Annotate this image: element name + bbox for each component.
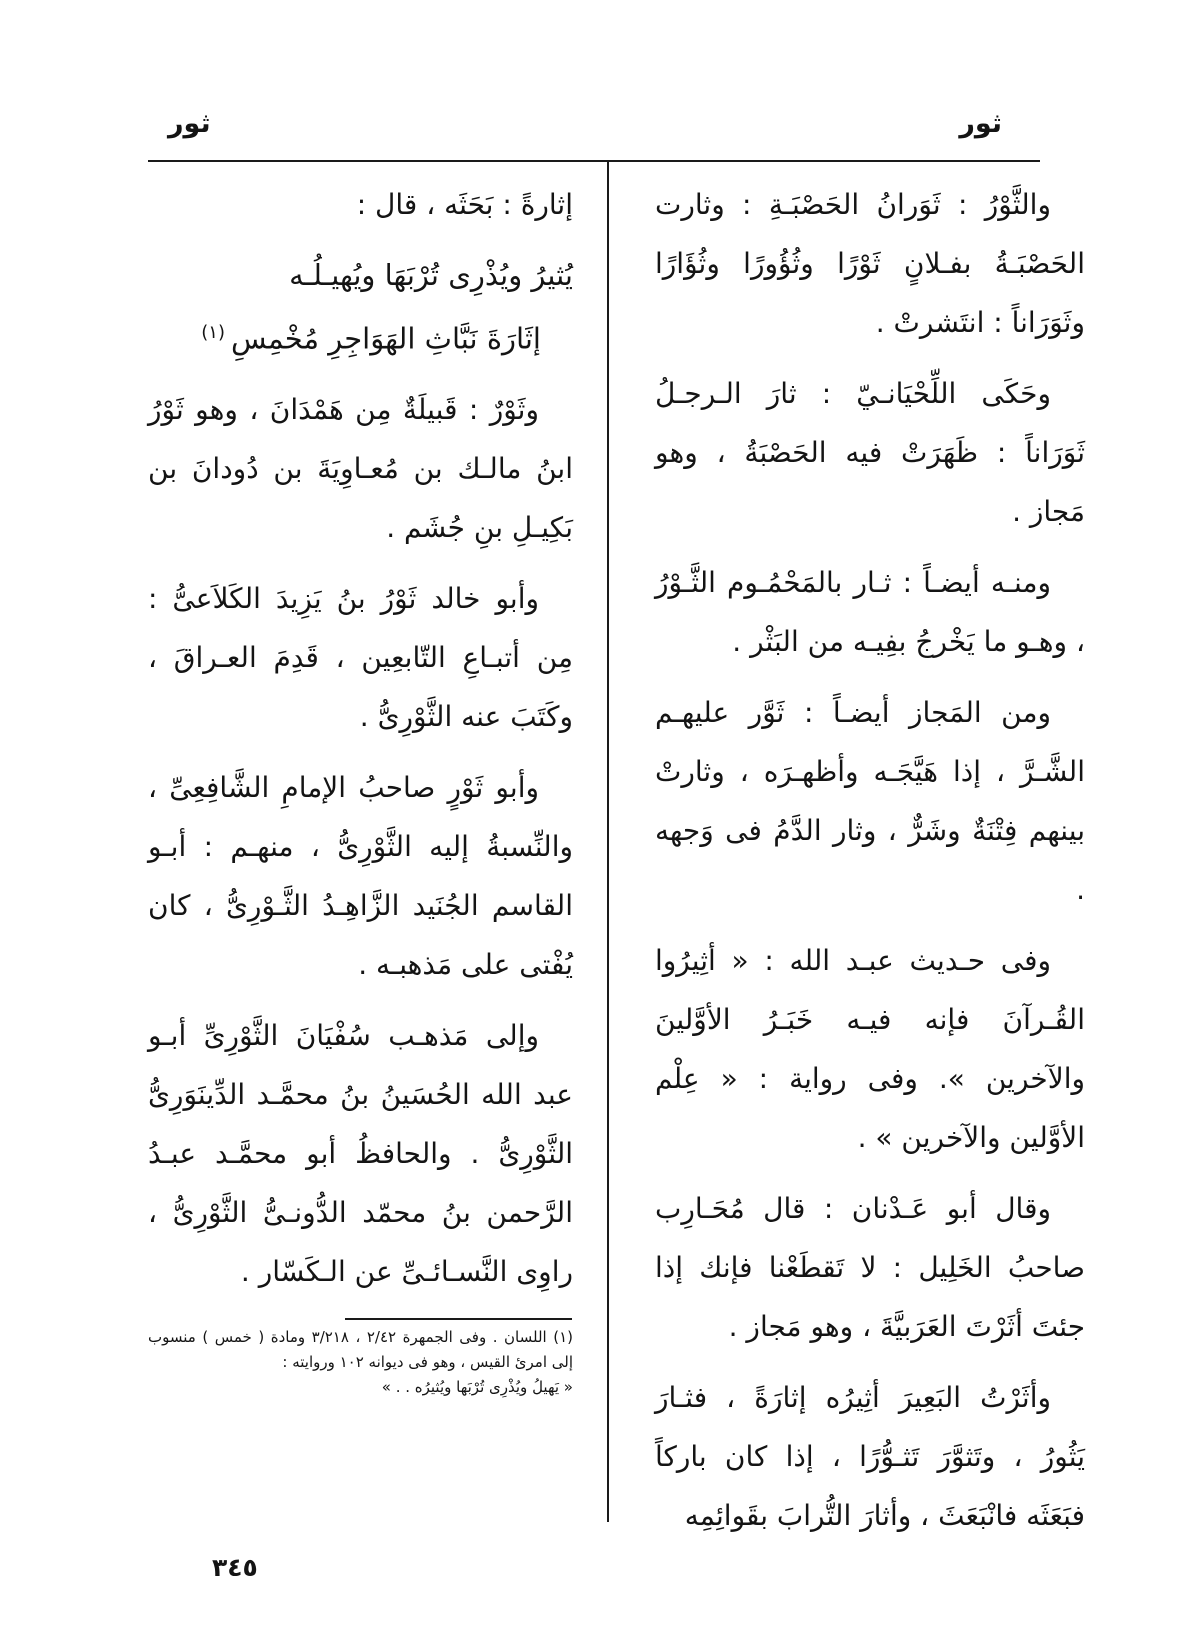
entry-paragraph: وإلى مَذهـب سُفْيَانَ الثَّوْرِىِّ أبـو عبد الله الحُسَينُ بنُ محمَّـد الدِّينَوَرِىُّ الثَّوْرِىُّ . والحافظُ أبو محمَّـد عبـدُ الرَّحمن بنُ محمّد الدُّونـىُّ الثَّوْرِىُّ ، راوِى النَّسـائـىِّ عن الـكَسّار .	[148, 1018, 573, 1288]
column-divider	[607, 161, 609, 1522]
running-header-right: ثور	[959, 108, 1002, 139]
left-column	[148, 175, 573, 1313]
footnote-marker: (١)	[201, 322, 225, 343]
footnote-rule	[345, 1318, 572, 1320]
entry-paragraph: وأثَرْتُ البَعِيرَ أثِيرُه إثارَةً ، فثـارَ يَثُورُ ، وتَثوَّرَ تَثـوُّرًا ، إذا كان باركاً فبَعَثَه فانْبَعَثَ ، وأثارَ التُّرابَ بقَوائِمِه	[655, 1381, 1085, 1532]
entry-paragraph: والثَّوْرُ : ثَوَرانُ الحَصْبَـةِ : وثارت الحَصْبَـةُ بفـلانٍ ثَوْرًا وثُؤُورًا وثُؤَارًا وثَوَرَاناً : انتَشرتْ .	[655, 188, 1085, 339]
page-number: ٣٤٥	[212, 1553, 258, 1582]
entry-paragraph: وأبو ثَوْرٍ صاحبُ الإمامِ الشَّافِعِىِّ ، والنِّسبةُ إليه الثَّوْرِىُّ ، منهـم : أبـو القاسم الجُنَيد الزَّاهِـدُ الثَّـوْرِىُّ ، كان يُفْتى على مَذهبـه .	[148, 770, 573, 981]
entry-paragraph: وفى حـديث عبـد الله : « أثِيرُوا القُـرآنَ فإنه فيـه خَبَـرُ الأوَّلينَ والآخرين ». وفى رواية : « عِلْم الأوَّلين والآخرين » .	[655, 944, 1085, 1154]
footnote-quote: « يَهيلُ ويُذْرِى تُرْبَها ويُثيرُه . . »	[381, 1378, 573, 1396]
verse-second-hemistich: إثَارَةَ نَبَّاثِ الهَوَاجِرِ مُخْمِسِ	[231, 321, 541, 356]
right-column	[655, 175, 1085, 1557]
poetry-verse	[148, 246, 573, 368]
entry-paragraph: وقال أبو عَـدْنان : قال مُحَـارِب صاحبُ الخَلِيل : لا تَقطَعْنا فإنك إذا جئتَ أثَرْتَ العَرَبيَّةَ ، وهو مَجاز .	[655, 1192, 1085, 1343]
entry-paragraph: ومن المَجاز أيضـاً : ثَوَّر عليهـم الشَّـرَّ ، إذا هَيَّجَـه وأظهـرَه ، وثارتْ بينهم فِتْنَةٌ وشَرٌّ ، وثار الدَّمُ فى وَجهه .	[655, 696, 1085, 906]
entry-paragraph: وثَوْرٌ : قَبيلَةٌ مِن هَمْدَانَ ، وهو ثَوْرُ ابنُ مالـك بن مُعـاوِيَةَ بن دُودانَ بن بَكِيـلِ بنِ جُشَم .	[148, 392, 573, 544]
header-rule	[148, 160, 1040, 162]
entry-paragraph: وأبو خالد ثَوْرُ بنُ يَزِيدَ الكَلاَعىُّ : مِن أتبـاعِ التّابعِين ، قَدِمَ العـراقَ ، وكَتَبَ عنه الثَّوْرِىُّ .	[148, 581, 573, 733]
entry-paragraph: وحَكَى اللِّحْيَانـيّ : ثارَ الـرجـلُ ثَوَرَاناً : ظَهَرَتْ فيه الحَصْبَةُ ، وهو مَجاز .	[655, 377, 1085, 528]
entry-paragraph: ومنـه أيضـاً : ثـار بالمَحْمُـوم الثَّـوْرُ ، وهـو ما يَخْرجُ بفِيـه من البَثْر .	[655, 566, 1085, 658]
running-header-left: ثور	[168, 108, 211, 139]
verse-first-hemistich: يُثيرُ ويُذْرِى تُرْبَهَا ويُهيـلُـه	[289, 258, 573, 292]
footnote	[148, 1325, 573, 1400]
footnote-text: (١) اللسان . وفى الجمهرة ٢/٤٢ ، ٣/٢١٨ ومادة ( خمس ) منسوب إلى امرئ القيس ، وهو فى ديوانه ١٠٢ وروايته :	[148, 1328, 573, 1371]
verse-intro: إثارةً : بَحَثَه ، قال :	[356, 188, 573, 221]
verse-second-hemistich-wrap	[148, 304, 573, 368]
